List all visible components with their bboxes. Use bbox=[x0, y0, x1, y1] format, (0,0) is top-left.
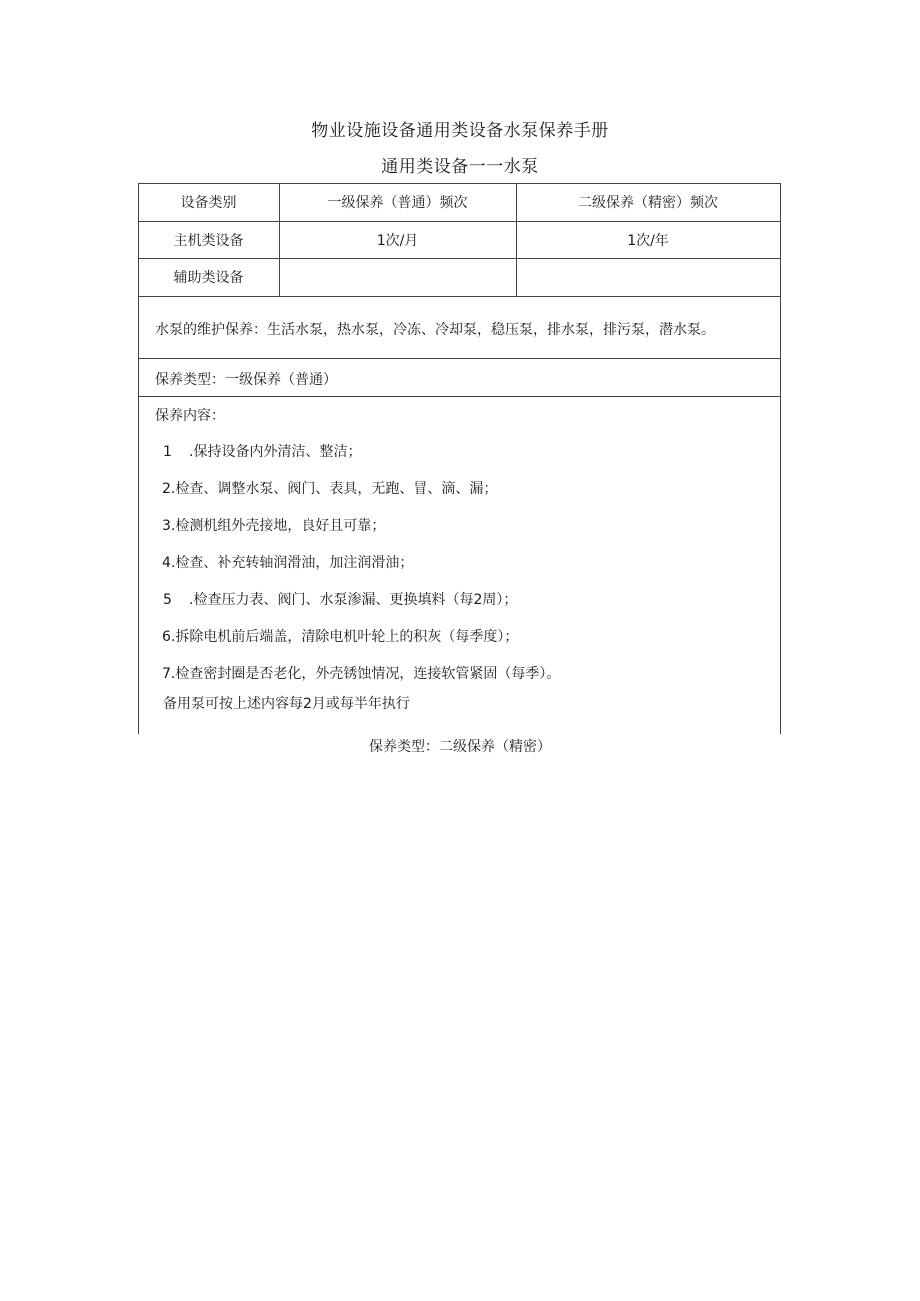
list-item bbox=[162, 663, 560, 683]
header-level1-frequency: 一级保养（普通）频次 bbox=[327, 195, 468, 211]
standby-pump-note: 备用泵可按上述内容每2月或每半年执行 bbox=[163, 696, 410, 712]
row-aux-level2 bbox=[516, 258, 780, 296]
list-item bbox=[163, 441, 361, 461]
row-main-level2: 1次/年 bbox=[627, 232, 669, 249]
row-aux-category: 辅助类设备 bbox=[173, 270, 244, 286]
maintenance-content-label: 保养内容： bbox=[155, 408, 225, 424]
maintenance-type-level1: 保养类型：一级保养（普通） bbox=[155, 372, 337, 388]
header-category: 设备类别 bbox=[180, 195, 237, 211]
table-row-divider bbox=[138, 396, 781, 397]
maintenance-table bbox=[138, 183, 781, 734]
row-main-category: 主机类设备 bbox=[173, 232, 244, 249]
document-title: 物业设施设备通用类设备水泵保养手册 bbox=[311, 121, 609, 141]
table-row-divider bbox=[138, 358, 781, 359]
row-aux-level1 bbox=[279, 258, 516, 296]
list-item-number: 5 bbox=[163, 592, 172, 608]
list-item-text: .保持设备内外清洁、整洁； bbox=[189, 444, 362, 460]
header-level2-frequency: 二级保养（精密）频次 bbox=[578, 195, 718, 211]
list-item-text: 2.检查、调整水泵、阀门、表具，无跑、冒、滴、漏； bbox=[162, 481, 498, 497]
list-item bbox=[162, 478, 497, 498]
table-border-right bbox=[780, 183, 781, 734]
list-item-text: 7.检查密封圈是否老化，外壳锈蚀情况，连接软管紧固（每季）。 bbox=[162, 666, 561, 682]
list-item-number: 1 bbox=[163, 444, 172, 460]
list-item bbox=[163, 589, 517, 609]
maintenance-type-level2: 保养类型：二级保养（精密） bbox=[369, 739, 551, 755]
list-item bbox=[162, 626, 518, 646]
document-subtitle: 通用类设备一一水泵 bbox=[381, 157, 539, 177]
row-main-level1: 1次/月 bbox=[376, 232, 419, 249]
table-row-divider bbox=[138, 296, 781, 297]
list-item-text: .检查压力表、阀门、水泵渗漏、更换填料（每2周）； bbox=[189, 592, 518, 608]
list-item bbox=[162, 515, 385, 535]
maintenance-scope: 水泵的维护保养：生活水泵，热水泵，冷冻、冷却泵，稳压泵，排水泵，排污泵，潜水泵。 bbox=[155, 322, 715, 338]
list-item-text: 3.检测机组外壳接地，良好且可靠； bbox=[162, 518, 386, 534]
list-item-text: 6.拆除电机前后端盖，清除电机叶轮上的积灰（每季度）； bbox=[162, 629, 519, 645]
list-item-text: 4.检查、补充转轴润滑油，加注润滑油； bbox=[162, 555, 414, 571]
list-item bbox=[162, 552, 413, 572]
